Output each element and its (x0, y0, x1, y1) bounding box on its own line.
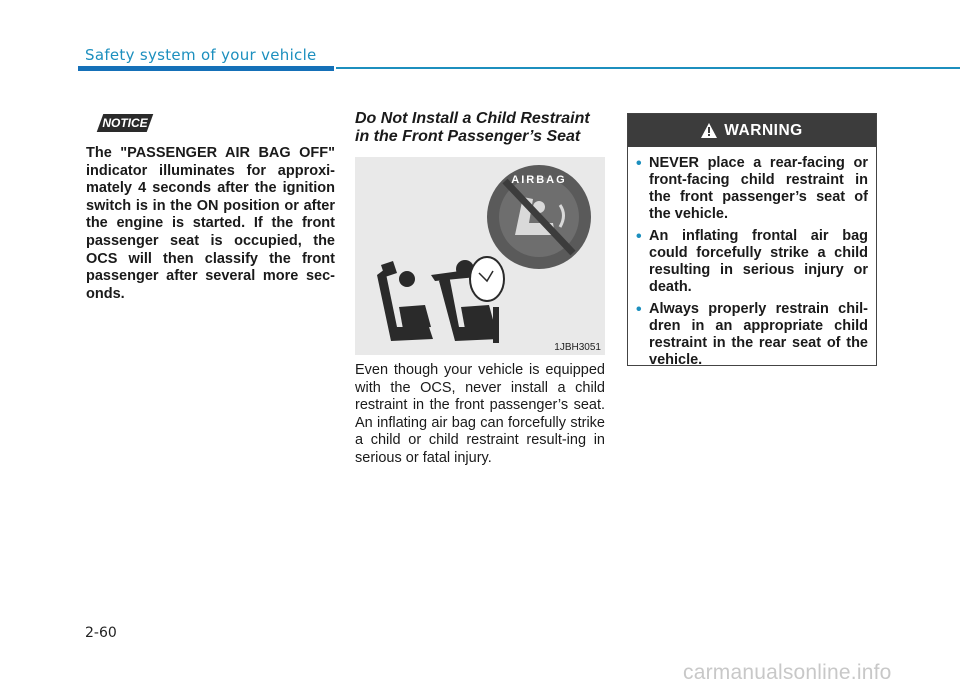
section-heading-line2: in the Front Passenger’s Seat (355, 128, 581, 145)
bullet-icon: • (636, 155, 642, 172)
warning-list (628, 155, 876, 369)
page-number: 2-60 (85, 625, 117, 641)
airbag-arc-text: AIRBAG (511, 174, 567, 186)
notice-badge: NOTICE (100, 114, 150, 132)
warning-header (628, 114, 876, 147)
warning-item (636, 228, 868, 296)
header-bar-light (336, 67, 960, 69)
header-bar-dark (78, 66, 334, 71)
bullet-icon: • (636, 228, 642, 245)
section-body (355, 362, 605, 468)
notice-text: The "PASSENGER AIR BAG OFF" indicator illuminates for approxi-mately 4 seconds after the ignition switch is in the ON position or after the engine is started. If the front passenger seat is occupied, the OCS will then classify the front passenger after several more sec-onds. (86, 145, 335, 302)
watermark: carmanualsonline.info (683, 661, 892, 684)
section-body-text: Even though your vehicle is equipped with the OCS, never install a child restraint in the front passenger’s seat. An inflating air bag can forcefully strike a child or child restraint result-ing in serious or fatal injury. (355, 362, 605, 466)
warning-title: WARNING (724, 121, 803, 139)
warning-item-text: An inflating frontal air bag could forcefully strike a child resulting in serious injury or death. (649, 228, 868, 295)
rear-seat-icon (377, 261, 433, 341)
warning-box (627, 113, 877, 366)
warning-item-text: NEVER place a rear-facing or front-facing child restraint in the front passenger’s seat of the vehicle. (649, 155, 868, 222)
airbag-deploy-icon (470, 257, 504, 301)
notice-column (86, 145, 335, 303)
warning-item (636, 155, 868, 223)
warning-item-text: Always properly restrain chil-dren in an appropriate child restraint in the rear seat of the vehicle. (649, 301, 868, 368)
section-title: Safety system of your vehicle (85, 46, 317, 64)
bullet-icon: • (636, 301, 642, 318)
figure-code: 1JBH3051 (554, 342, 601, 353)
no-child-seat-illustration (355, 157, 605, 355)
section-heading-line1: Do Not Install a Child Restraint (355, 110, 590, 127)
child-restraint-figure (355, 157, 605, 355)
section-heading (355, 110, 615, 146)
warning-triangle-icon (701, 123, 717, 138)
warning-item (636, 301, 868, 369)
